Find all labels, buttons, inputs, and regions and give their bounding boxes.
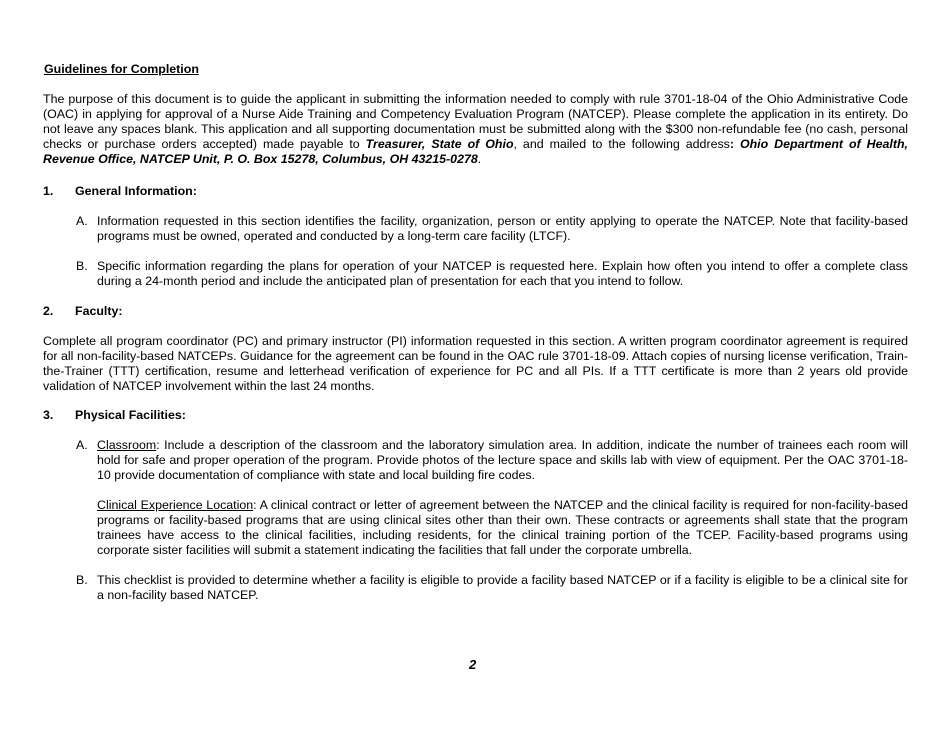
clinical-experience-label: Clinical Experience Location: [97, 498, 254, 512]
intro-payee: Treasurer, State of Ohio: [365, 137, 514, 151]
section1-number: 1.: [43, 184, 54, 198]
classroom-text: : Include a description of the classroom and the laboratory simulation area. In addition, indicate the number of trainees each room will hold for safe and proper operation of the program. Provide photos of the lecture space and skills lab with view of equipment. Per the OAC 3701-18-10 provide documentation of compliance with state and local building fire codes.: [97, 438, 908, 482]
section1-item-a-text: Information requested in this section identifies the facility, organization, person or entity applying to operate the NATCEP. Note that facility-based programs must be owned, operated and conducted by a long-term care facility (LTCF).: [97, 214, 908, 243]
intro-text-part1: The purpose of this document is to guide the applicant in submitting the information needed to comply with rule 3701-18-04 of the Ohio Administrative Code (OAC) in applying for approval of a Nurse Aide Training and Competency Evaluation Program (NATCEP). Please complete the application in its entirety. Do not leave any spaces blank. This application and all supporting documentation must be submitted along with the $300 non-refundable fee (no cash, personal checks or purchase orders accepted) made payable to: [43, 92, 908, 151]
intro-end: .: [477, 152, 482, 166]
section1-item-b-letter: B.: [76, 259, 88, 273]
section3-item-b-text: This checklist is provided to determine whether a facility is eligible to provide a facility based NATCEP or if a facility is eligible to be a clinical site for a non-facility based NATCEP.: [97, 573, 908, 602]
section3-item-a: [76, 438, 908, 483]
classroom-label: Classroom: [97, 438, 157, 452]
document-title: Guidelines for Completion: [44, 62, 199, 76]
section1-item-b: [76, 259, 908, 289]
section1-heading: [43, 184, 197, 199]
page-number: 2: [469, 657, 477, 672]
section3-item-a-text: [97, 438, 908, 483]
intro-text-part2: , and mailed to the following address: [513, 137, 730, 151]
section3-item-a-letter: A.: [76, 438, 88, 452]
section1-item-a: [76, 214, 908, 244]
clinical-experience-text: : A clinical contract or letter of agreement between the NATCEP and the clinical facility is required for non-facility-based programs or facility-based programs that are using clinical sites other than their own. These contracts or agreements shall state that the program trainees have access to the clinical facilities, including residents, for the clinical training portion of the TCEP. Facility-based programs using corporate sister facilities will submit a statement indicating the facilities that fall under the corporate umbrella.: [97, 498, 908, 557]
intro-address: Ohio Department of Health, Revenue Office, NATCEP Unit, P. O. Box 15278, Columbus, OH 43215-0278: [43, 137, 908, 166]
clinical-experience-paragraph: [97, 498, 908, 558]
section3-title: Physical Facilities:: [75, 408, 186, 422]
section2-body: Complete all program coordinator (PC) and primary instructor (PI) information requested in this section. A written program coordinator agreement is required for all non-facility-based NATCEPs. Guidance for the agreement can be found in the OAC rule 3701-18-09. Attach copies of nursing license verification, Train-the-Trainer (TTT) certification, resume and letterhead verification of experience for PC and all PIs. If a TTT certificate is more than 2 years old provide validation of NATCEP involvement within the last 24 months.: [43, 334, 908, 393]
section2-title: Faculty:: [75, 304, 123, 318]
section2-heading: [43, 304, 123, 319]
intro-paragraph: [43, 92, 908, 167]
section1-item-b-text: Specific information regarding the plans for operation of your NATCEP is requested here. Explain how often you intend to offer a complete class during a 24-month period and include the anticipated plan of presentation for each that you intend to follow.: [97, 259, 908, 288]
intro-colon: :: [729, 137, 734, 151]
section3-item-b: [76, 573, 908, 603]
section1-item-a-letter: A.: [76, 214, 88, 228]
section3-item-b-letter: B.: [76, 573, 88, 587]
section2-number: 2.: [43, 304, 54, 318]
section3-number: 3.: [43, 408, 54, 422]
section3-heading: [43, 408, 186, 423]
section1-title: General Information:: [75, 184, 197, 198]
